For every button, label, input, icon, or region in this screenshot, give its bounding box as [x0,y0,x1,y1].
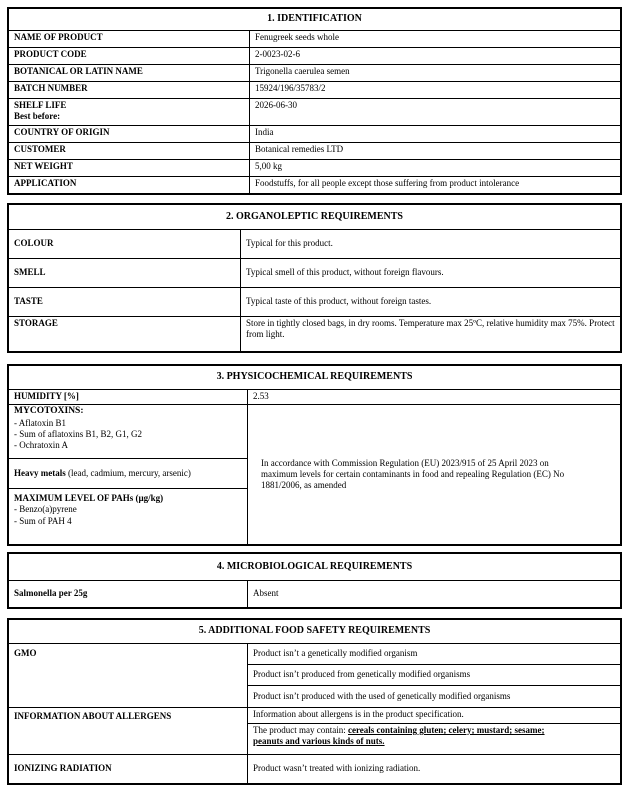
row-label: COUNTRY OF ORIGIN [9,126,250,143]
table-row [9,65,621,82]
row-label: SMELL [9,259,241,288]
section-title: 5. ADDITIONAL FOOD SAFETY REQUIREMENTS [9,620,621,644]
best-before-label: Best before: [14,111,61,122]
humidity-value: 2.53 [248,390,621,405]
row-value: India [250,126,621,143]
table-row [9,317,621,352]
table-row [9,288,621,317]
row-label: BOTANICAL OR LATIN NAME [9,65,250,82]
table-row [9,259,621,288]
list-item: - Sum of aflatoxins B1, B2, G1, G2 [14,429,142,440]
table-row [9,160,621,177]
pah-cell [9,489,248,545]
list-item: - Sum of PAH 4 [14,515,72,526]
table-row [9,48,621,65]
table-row [9,644,621,665]
row-value: Typical for this product. [241,230,621,259]
section-title: 4. MICROBIOLOGICAL REQUIREMENTS [9,554,621,581]
table-row [9,177,621,194]
row-label: PRODUCT CODE [9,48,250,65]
mycotoxins-cell [9,405,248,459]
list-item: - Benzo(a)pyrene [14,504,77,515]
row-label: NET WEIGHT [9,160,250,177]
row-value: 15924/196/35783/2 [250,82,621,99]
microbiological-section [7,552,622,609]
row-value: Store in tightly closed bags, in dry rooms. Temperature max 25ºC, relative humidity max 75%. Protect from light. [241,317,621,352]
row-value: Botanical remedies LTD [250,143,621,160]
row-label: STORAGE [9,317,241,352]
row-label: NAME OF PRODUCT [9,31,250,48]
row-value: Typical smell of this product, without foreign flavours. [241,259,621,288]
mycotoxins-label: MYCOTOXINS: [14,406,84,416]
row-label: APPLICATION [9,177,250,194]
heavy-metals-sub: (lead, cadmium, mercury, arsenic) [65,467,191,478]
list-item: - Aflatoxin B1 [14,417,66,428]
allergens-list: cereals containing gluten; celery; mustard; sesame; peanuts and various kinds of nuts. [253,725,545,747]
table-row [9,755,621,784]
physicochemical-section [7,364,622,546]
table-row [9,230,621,259]
ionizing-label: IONIZING RADIATION [9,755,248,784]
row-label: CUSTOMER [9,143,250,160]
heavy-metals-label: Heavy metals [14,467,66,478]
table-row [9,708,621,724]
row-label: BATCH NUMBER [9,82,250,99]
gmo-label: GMO [9,644,248,708]
list-item: - Ochratoxin A [14,440,68,451]
allergens-contain [248,724,621,755]
allergens-prefix: The product may contain: [253,725,348,735]
gmo-value: Product isn’t produced with the used of genetically modified organisms [248,686,621,708]
table-row [9,390,621,405]
section-title: 2. ORGANOLEPTIC REQUIREMENTS [9,205,621,230]
section-title: 1. IDENTIFICATION [9,9,621,31]
allergens-info: Information about allergens is in the product specification. [248,708,621,724]
section-title: 3. PHYSICOCHEMICAL REQUIREMENTS [9,366,621,390]
row-value: Foodstuffs, for all people except those suffering from product intolerance [250,177,621,194]
identification-section [7,7,622,195]
ionizing-value: Product wasn’t treated with ionizing radiation. [248,755,621,784]
shelf-life-label: SHELF LIFE [14,100,67,110]
row-value: Typical taste of this product, without foreign tastes. [241,288,621,317]
additional-safety-section [7,618,622,785]
heavy-metals-cell [9,459,248,489]
table-row [9,581,621,608]
row-label: TASTE [9,288,241,317]
salmonella-value: Absent [248,581,621,608]
regulation-text: In accordance with Commission Regulation (EU) 2023/915 of 25 April 2023 on maximum levels for certain contaminants in food and repealing Regulation (EC) No 1881/2006, as amended [248,405,621,545]
row-value: 5,00 kg [250,160,621,177]
humidity-label: HUMIDITY [%] [9,390,248,405]
row-value: 2-0023-02-6 [250,48,621,65]
salmonella-label: Salmonella per 25g [9,581,248,608]
row-label: COLOUR [9,230,241,259]
table-row [9,82,621,99]
row-value: 2026-06-30 [250,99,621,126]
row-value: Trigonella caerulea semen [250,65,621,82]
organoleptic-section [7,203,622,353]
pah-label: MAXIMUM LEVEL OF PAHs (µg/kg) [14,493,164,503]
table-row [9,99,621,126]
row-value: Fenugreek seeds whole [250,31,621,48]
gmo-value: Product isn’t a genetically modified organism [248,644,621,665]
allergens-label: INFORMATION ABOUT ALLERGENS [9,708,248,755]
table-row [9,31,621,48]
row-label [9,99,250,126]
gmo-value: Product isn’t produced from genetically modified organisms [248,665,621,686]
table-row [9,405,621,459]
table-row [9,143,621,160]
table-row [9,126,621,143]
